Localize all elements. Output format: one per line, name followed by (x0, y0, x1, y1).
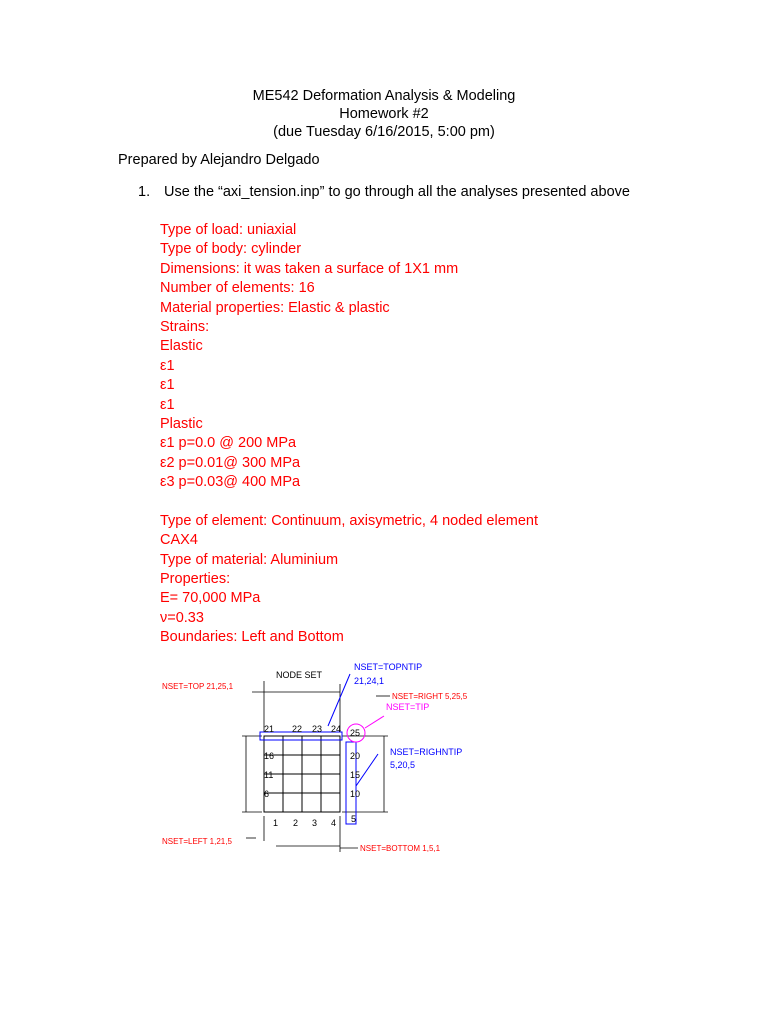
answer-line: CAX4 (160, 532, 198, 549)
node-5: 5 (351, 814, 357, 824)
nset-left-label: NSET=LEFT 1,21,5 (162, 837, 232, 846)
due-date: (due Tuesday 6/16/2015, 5:00 pm) (273, 124, 495, 140)
answer-line: ε1 (160, 396, 175, 413)
node-11: 11 (264, 770, 274, 780)
homework-number: Homework #2 (339, 106, 429, 122)
answer-line: Dimensions: it was taken a surface of 1X1 mm (160, 260, 459, 277)
list-item-number: 1. (138, 184, 151, 200)
list-item-1 (138, 182, 630, 202)
nset-tip-label: NSET=TIP (386, 702, 430, 712)
node-21: 21 (264, 724, 275, 734)
nset-bottom-label: NSET=BOTTOM 1,5,1 (360, 844, 441, 853)
answer-line: Elastic (160, 338, 203, 355)
answer-line: ε1 (160, 377, 175, 394)
nset-topntip-label: NSET=TOPNTIP (354, 662, 423, 672)
nset-topntip-values: 21,24,1 (354, 676, 385, 686)
paragraph-gap (160, 492, 538, 511)
blue-node-sets (260, 674, 378, 824)
node-22: 22 (292, 724, 303, 734)
node-24: 24 (331, 724, 342, 734)
answer-line: E= 70,000 MPa (160, 590, 261, 607)
node-6: 6 (264, 789, 270, 799)
node-15: 15 (350, 770, 361, 780)
nset-righntip-values: 5,20,5 (390, 760, 416, 770)
nset-top-label: NSET=TOP 21,25,1 (162, 682, 234, 691)
answer-block (160, 221, 538, 648)
answer-line: ε3 p=0.03@ 400 MPa (160, 474, 301, 491)
answer-line: Number of elements: 16 (160, 280, 315, 297)
answer-line: ε2 p=0.01@ 300 MPa (160, 454, 301, 471)
nset-right-label: NSET=RIGHT 5,25,5 (392, 692, 468, 701)
mesh-grid (264, 736, 340, 812)
node-set-label: NODE SET (276, 670, 323, 680)
answer-line: Type of material: Aluminium (160, 551, 339, 568)
answer-line: ε1 p=0.0 @ 200 MPa (160, 435, 297, 452)
node-16: 16 (264, 751, 275, 761)
answer-line: Strains: (160, 318, 210, 335)
list-item-text: Use the “axi_tension.inp” to go through all the analyses presented above (164, 184, 630, 200)
answer-line: Type of load: uniaxial (160, 222, 297, 238)
node-3: 3 (312, 818, 318, 828)
node-2: 2 (293, 818, 299, 828)
answer-line: Boundaries: Left and Bottom (160, 629, 344, 646)
answer-line: Plastic (160, 415, 203, 432)
node-set-diagram (158, 656, 498, 858)
answer-line: Material properties: Elastic & plastic (160, 299, 390, 316)
answer-line: Properties: (160, 571, 231, 588)
node-10: 10 (350, 789, 361, 799)
node-25: 25 (350, 728, 361, 738)
document-title: ME542 Deformation Analysis & Modeling (252, 88, 516, 104)
prepared-by: Prepared by Alejandro Delgado (118, 152, 320, 168)
node-20: 20 (350, 751, 361, 761)
answer-line: Type of body: cylinder (160, 241, 302, 258)
answer-line: ε1 (160, 357, 175, 374)
node-23: 23 (312, 724, 323, 734)
node-1: 1 (273, 818, 279, 828)
answer-line: ν=0.33 (160, 609, 204, 626)
answer-line: Type of element: Continuum, axisymetric, 4 noded element (160, 512, 538, 529)
nset-righntip-label: NSET=RIGHNTIP (390, 747, 463, 757)
node-4: 4 (331, 818, 337, 828)
